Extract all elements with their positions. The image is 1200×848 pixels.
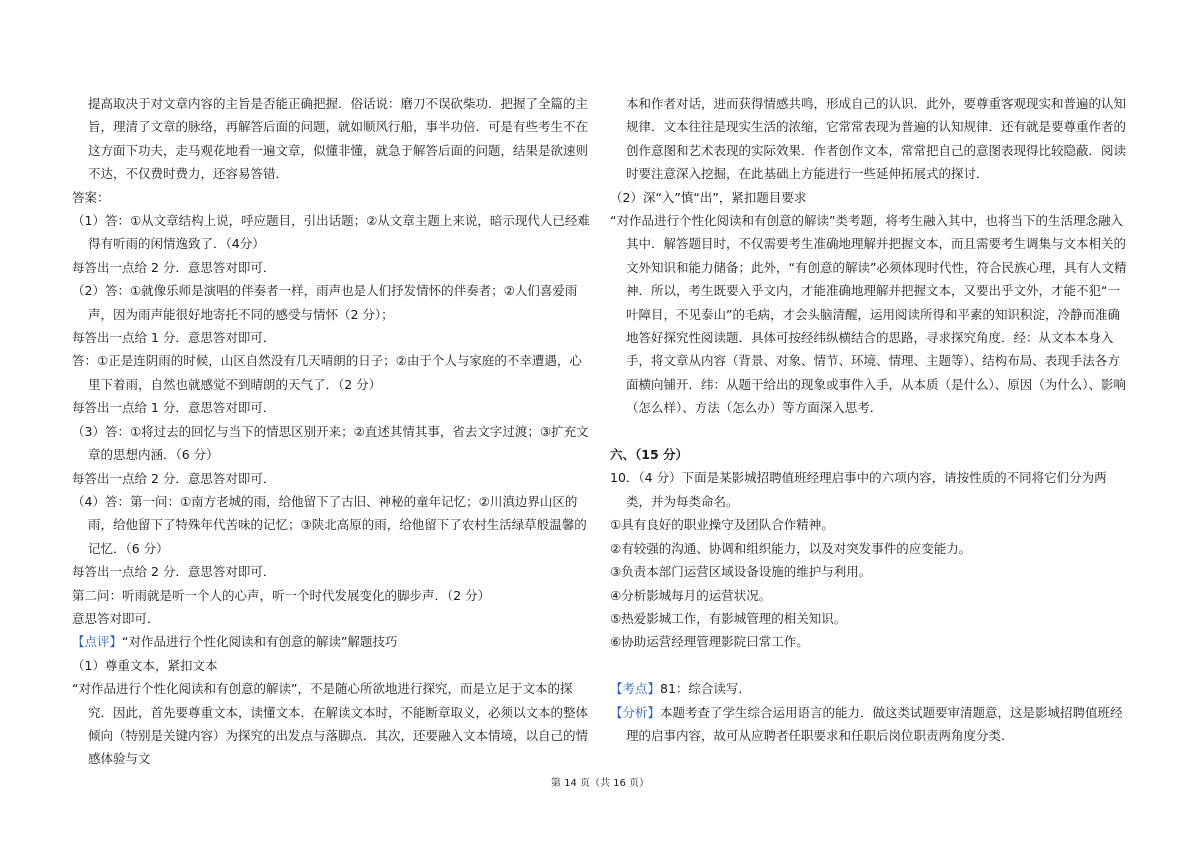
kaodian-text: 81：综合读写． <box>660 681 751 697</box>
list-item: ⑥协助运营经理管理影院曰常工作。 <box>610 634 809 650</box>
list-item: ⑤热爱影城工作，有影城管理的相关知识。 <box>610 610 847 626</box>
tip-2-paragraph: “对作品进行个性化阅读和有创意的解读”类考题，将考生融入其中，也将当下的生活理念融入其中．解答题目时，不仅需要考生准确地理解并把握文本，而且需要考生调集与文本相关的文外知识和能力储备；此外，“有创意的解读”必须体现时代性，符合民族心理，具有人文精神．所以，考生既要入乎文内，才能准确地理解并把握文本，又要出乎文外，才能不犯“一叶障目，不见泰山”的毛病，才会头脑清醒，运用阅读所得和平素的知识积淀，冷静而准确地答好探究性阅读题．具体可按经纬纵横结合的思路，寻求探究角度．经：从文本本身入手，将文章从内容（背景、对象、情节、环境、情理、主题等）、结构布局、表现手法各方面横向铺开．纬：从题干给出的现象或事件入手，从本质（是什么）、原因（为什么）、影响（怎么样）、方法（怎么办）等方面深入思考． <box>610 213 1127 416</box>
answer-3: （3）答：①将过去的回忆与当下的情思区别开来；②直述其情其事，省去文字过渡；③扩充文章的思想内涵．（6 分） <box>72 423 589 463</box>
answer-label: 答案： <box>72 189 110 205</box>
spacer <box>610 420 1130 443</box>
list-item: ④分析影城每月的运营状况。 <box>610 587 772 603</box>
fenxi-line <box>610 701 1130 748</box>
intro-paragraph: 提高取决于对文章内容的主旨是否能正确把握．俗话说：磨刀不误砍柴功．把握了全篇的主旨，理清了文章的脉络，再解答后面的问题，就如顺风行船，事半功倍．可是有些考生不在这方面下功夫，走马观花地看一遍文章，似懂非懂，就急于解答后面的问题，结果是欲速则不达，不仅费时费力，还容易答错． <box>88 96 589 182</box>
fenxi-text: 本题考查了学生综合运用语言的能力．做这类试题要审清题意，这是影城招聘值班经理的启事内容，故可从应聘者任职要求和任职后岗位职责两角度分类． <box>626 704 1123 743</box>
comment-heading <box>72 630 592 653</box>
tip-2-heading: （2）深“入”慎“出”，紧扣题目要求 <box>610 189 807 205</box>
answer-1: （1）答：①从文章结构上说，呼应题目，引出话题；②从文章主题上来说，暗示现代人已经难得有听雨的闲情逸致了．（4分） <box>72 213 590 252</box>
section-title: 六、（15 分） <box>610 447 688 463</box>
scoring-note-5: 每答出一点给 2 分．意思答对即可． <box>72 564 276 580</box>
answer-2b: 答：①正是连阴雨的时候，山区自然没有几天晴朗的日子；②由于个人与家庭的不幸遭遇，心里下着雨，自然也就感觉不到晴朗的天气了．（2 分） <box>72 353 582 392</box>
list-item: ①具有良好的职业操守及团队合作精神。 <box>610 517 834 533</box>
tip-1-paragraph-part-b: 本和作者对话，进而获得情感共鸣，形成自己的认识．此外，要尊重客观现实和普遍的认知规律．文本往往是现实生活的浓缩，它常常表现为普遍的认知规律．还有就是要尊重作者的创作意图和艺术表现的实际效果．作者创作文本，常常把自己的意图表现得比较隐蔽．阅读时要注意深入挖掘，在此基础上方能进行一些延伸拓展式的探讨． <box>626 96 1127 182</box>
scoring-note-6: 意思答对即可． <box>72 610 160 626</box>
comment-text: “对作品进行个性化阅读和有创意的解读”解题技巧 <box>122 634 398 650</box>
kaodian-line <box>610 677 1130 700</box>
kaodian-tag: 【考点】 <box>610 681 661 697</box>
list-item: ②有较强的沟通、协调和组织能力，以及对突发事件的应变能力。 <box>610 540 972 556</box>
scoring-note-2: 每答出一点给 1 分．意思答对即可． <box>72 330 276 346</box>
answer-4b: 第二问：听雨就是听一个人的心声，听一个时代发展变化的脚步声．（2 分） <box>72 587 491 603</box>
page-number: 第 14 页（共 16 页） <box>550 778 650 789</box>
scoring-note-1: 每答出一点给 2 分．意思答对即可． <box>72 259 276 275</box>
list-item: ③负责本部门运营区域设备设施的维护与利用。 <box>610 564 872 580</box>
scoring-note-3: 每答出一点给 1 分．意思答对即可． <box>72 400 276 416</box>
answer-4: （4）答：第一问：①南方老城的雨，给他留下了古旧、神秘的童年记忆；②川滇边界山区的雨，给他留下了特殊年代苦味的记忆；③陕北高原的雨，给他留下了农村生活绿草般温馨的记忆．（6 分） <box>72 493 587 556</box>
tip-1-heading: （1）尊重文本，紧扣文本 <box>72 657 218 673</box>
spacer <box>610 654 1130 677</box>
question-10: 10．（4 分）下面是某影城招聘值班经理启事中的六项内容，请按性质的不同将它们分为两类，并为每类命名。 <box>610 470 1107 509</box>
answer-2: （2）答：①就像乐师是演唱的伴奏者一样，雨声也是人们抒发情怀的伴奏者；②人们喜爱雨声，因为雨声能很好地寄托不同的感受与情怀（2 分）； <box>72 283 578 322</box>
tip-1-paragraph-part-a: “对作品进行个性化阅读和有创意的解读”，不是随心所欲地进行探究，而是立足于文本的探究．因此，首先要尊重文本，读懂文本．在解读文本时，不能断章取义，必须以文本的整体倾向（特别是关键内容）为探究的出发点与落脚点．其次，还要融入文本情境，以自己的情感体验与文 <box>72 681 589 767</box>
scoring-note-4: 每答出一点给 2 分．意思答对即可． <box>72 470 276 486</box>
fenxi-tag: 【分析】 <box>610 704 661 720</box>
page-footer <box>0 774 1200 789</box>
comment-tag: 【点评】 <box>72 634 123 650</box>
left-column <box>72 92 592 771</box>
right-column <box>610 92 1130 747</box>
